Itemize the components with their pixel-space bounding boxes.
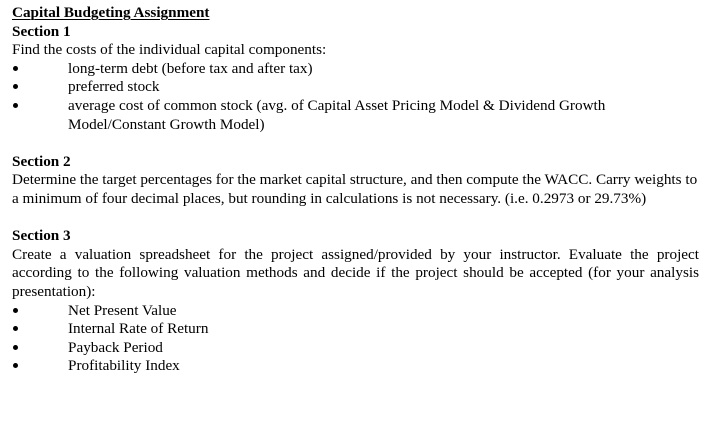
list-item xyxy=(12,78,699,97)
section-1-heading: Section 1 xyxy=(12,22,71,40)
list-item-text: Payback Period xyxy=(68,338,163,356)
list-item xyxy=(12,320,699,339)
list-item-text: long-term debt (before tax and after tax) xyxy=(68,59,313,77)
section-1 xyxy=(12,23,699,135)
list-item xyxy=(12,302,699,321)
bullet-icon xyxy=(13,103,18,108)
bullet-icon xyxy=(13,326,18,331)
section-2-heading: Section 2 xyxy=(12,152,71,170)
section-2-body: Determine the target percentages for the market capital structure, and then compute the WACC. Carry weights to a minimum of four decimal places, but rounding in calculations is not necessary. (i.e. 0.2973 or 29.73%) xyxy=(12,171,698,207)
section-3-body: Create a valuation spreadsheet for the project assigned/provided by your instructor. Evaluate the project according to the following valuation methods and decide if the project should be accepted (for your analysis presentation): xyxy=(12,245,699,300)
list-item-text: Profitability Index xyxy=(68,357,180,375)
list-item-text: average cost of common stock (avg. of Capital Asset Pricing Model & Dividend Growth Model/Constant Growth Model) xyxy=(68,96,606,133)
section-3-heading: Section 3 xyxy=(12,227,71,245)
bullet-icon xyxy=(13,345,18,350)
list-item-text: Net Present Value xyxy=(68,301,177,319)
section-2 xyxy=(12,153,699,209)
document-title: Capital Budgeting Assignment xyxy=(12,4,210,21)
list-item xyxy=(12,97,699,134)
bullet-icon xyxy=(13,84,18,89)
section-3 xyxy=(12,227,699,376)
section-1-intro: Find the costs of the individual capital components: xyxy=(12,41,327,59)
list-item-text: Internal Rate of Return xyxy=(68,320,209,338)
bullet-icon xyxy=(13,308,18,313)
bullet-icon xyxy=(13,363,18,368)
list-item-text: preferred stock xyxy=(68,78,160,96)
list-item xyxy=(12,339,699,358)
section-3-bullet-list xyxy=(12,302,699,376)
list-item xyxy=(12,60,699,79)
bullet-icon xyxy=(13,66,18,71)
list-item xyxy=(12,357,699,376)
section-1-bullet-list xyxy=(12,60,699,134)
